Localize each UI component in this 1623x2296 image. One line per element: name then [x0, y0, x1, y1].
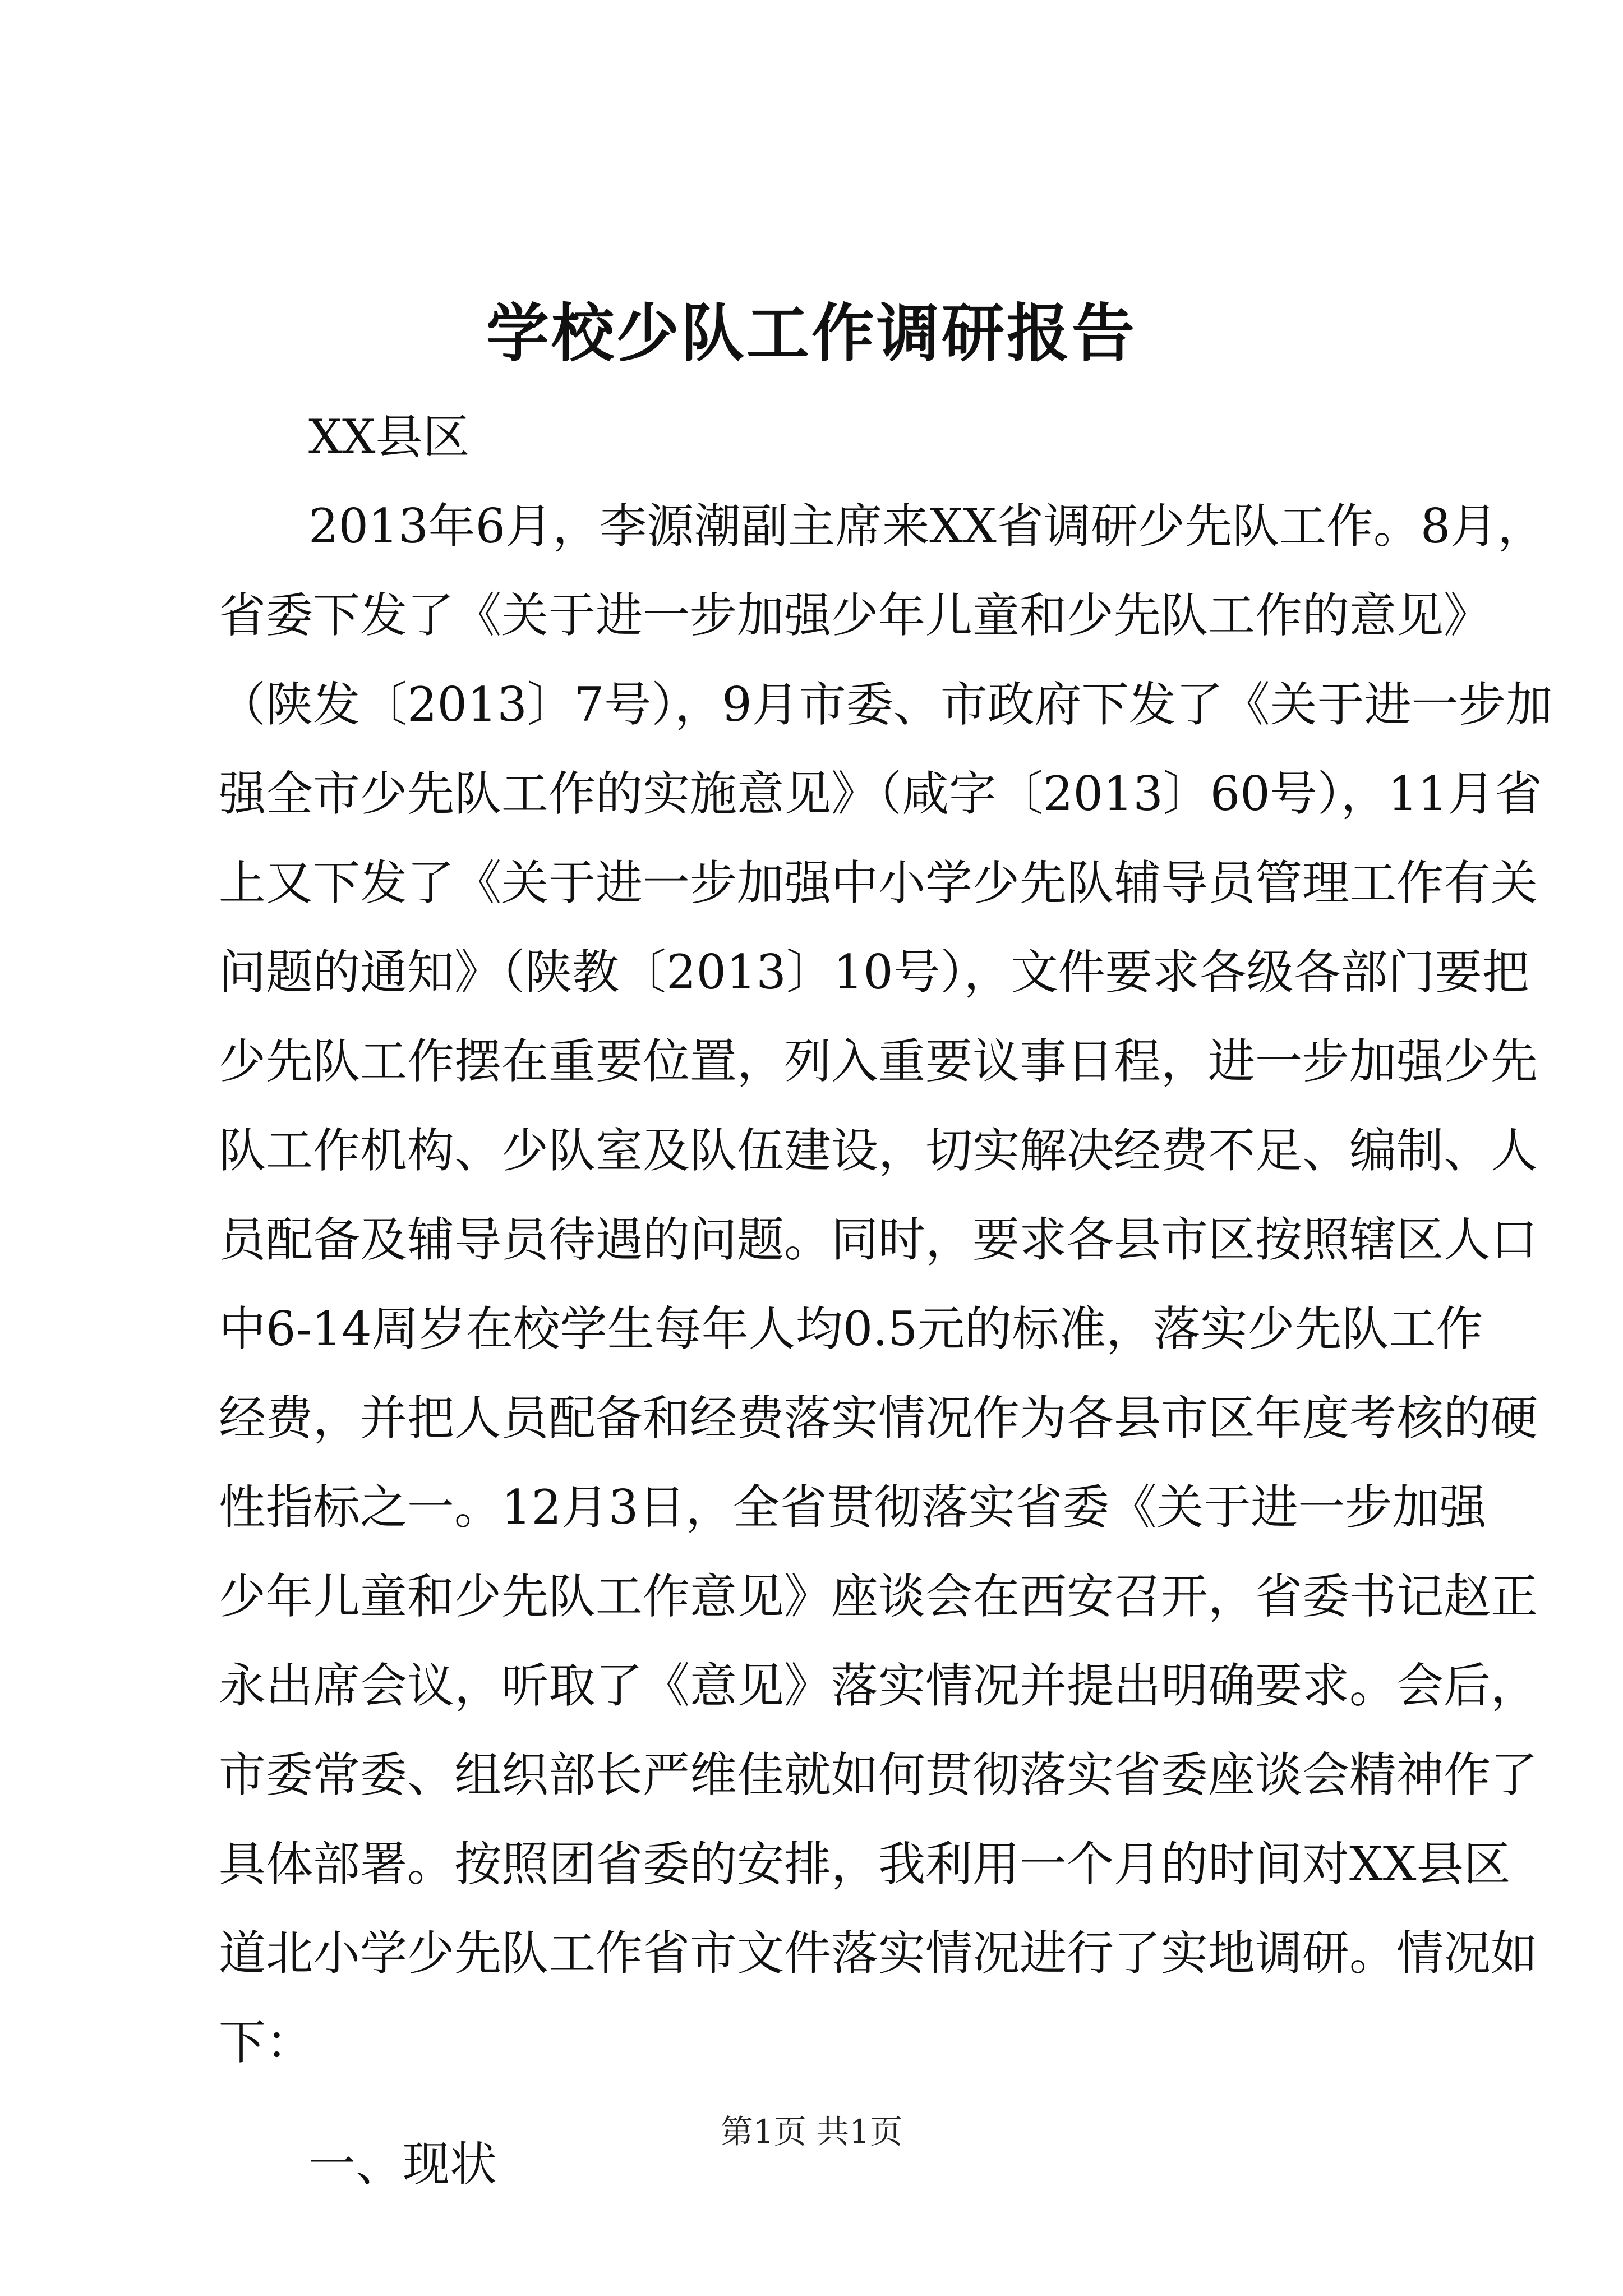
paragraph-line: 员配备及辅导员待遇的问题。同时，要求各县市区按照辖区人口	[219, 1212, 1538, 1267]
paragraph-line: 省委下发了《关于进一步加强少年儿童和少先队工作的意见》	[219, 588, 1491, 643]
paragraph-line: 队工作机构、少队室及队伍建设，切实解决经费不足、编制、人	[219, 1123, 1538, 1178]
paragraph-line: 2013年6月，李源潮副主席来XX省调研少先队工作。8月，	[308, 499, 1545, 554]
paragraph-line: 永出席会议，听取了《意见》落实情况并提出明确要求。会后，	[219, 1658, 1538, 1713]
paragraph-line: 市委常委、组织部长严维佳就如何贯彻落实省委座谈会精神作了	[219, 1747, 1538, 1802]
page-footer: 第1页 共1页	[720, 2113, 903, 2151]
paragraph-line: 具体部署。按照团省委的安排，我利用一个月的时间对XX县区	[219, 1837, 1511, 1892]
document-title: 学校少队工作调研报告	[486, 297, 1137, 370]
paragraph-line: 少年儿童和少先队工作意见》座谈会在西安召开，省委书记赵正	[219, 1569, 1538, 1624]
paragraph-line: 中6-14周岁在校学生每年人均0.5元的标准，落实少先队工作	[219, 1301, 1483, 1356]
paragraph-line: 问题的通知》（陕教〔2013〕10号），文件要求各级各部门要把	[219, 945, 1529, 1000]
section-heading: 一、现状	[308, 2137, 497, 2192]
paragraph-line: 强全市少先队工作的实施意见》（咸字〔2013〕60号），11月省	[219, 766, 1542, 821]
paragraph-line: 经费，并把人员配备和经费落实情况作为各县市区年度考核的硬	[219, 1391, 1538, 1446]
paragraph-line: 性指标之一。12月3日，全省贯彻落实省委《关于进一步加强	[219, 1480, 1487, 1535]
paragraph-line: 下：	[219, 2015, 313, 2070]
paragraph-line: （陕发〔2013〕7号），9月市委、市政府下发了《关于进一步加	[219, 677, 1553, 732]
paragraph-line: 上又下发了《关于进一步加强中小学少先队辅导员管理工作有关	[219, 855, 1538, 910]
author-line: XX县区	[308, 409, 470, 464]
paragraph-line: 少先队工作摆在重要位置，列入重要议事日程，进一步加强少先	[219, 1034, 1538, 1089]
paragraph-line: 道北小学少先队工作省市文件落实情况进行了实地调研。情况如	[219, 1926, 1538, 1981]
document-body	[219, 393, 1553, 2209]
